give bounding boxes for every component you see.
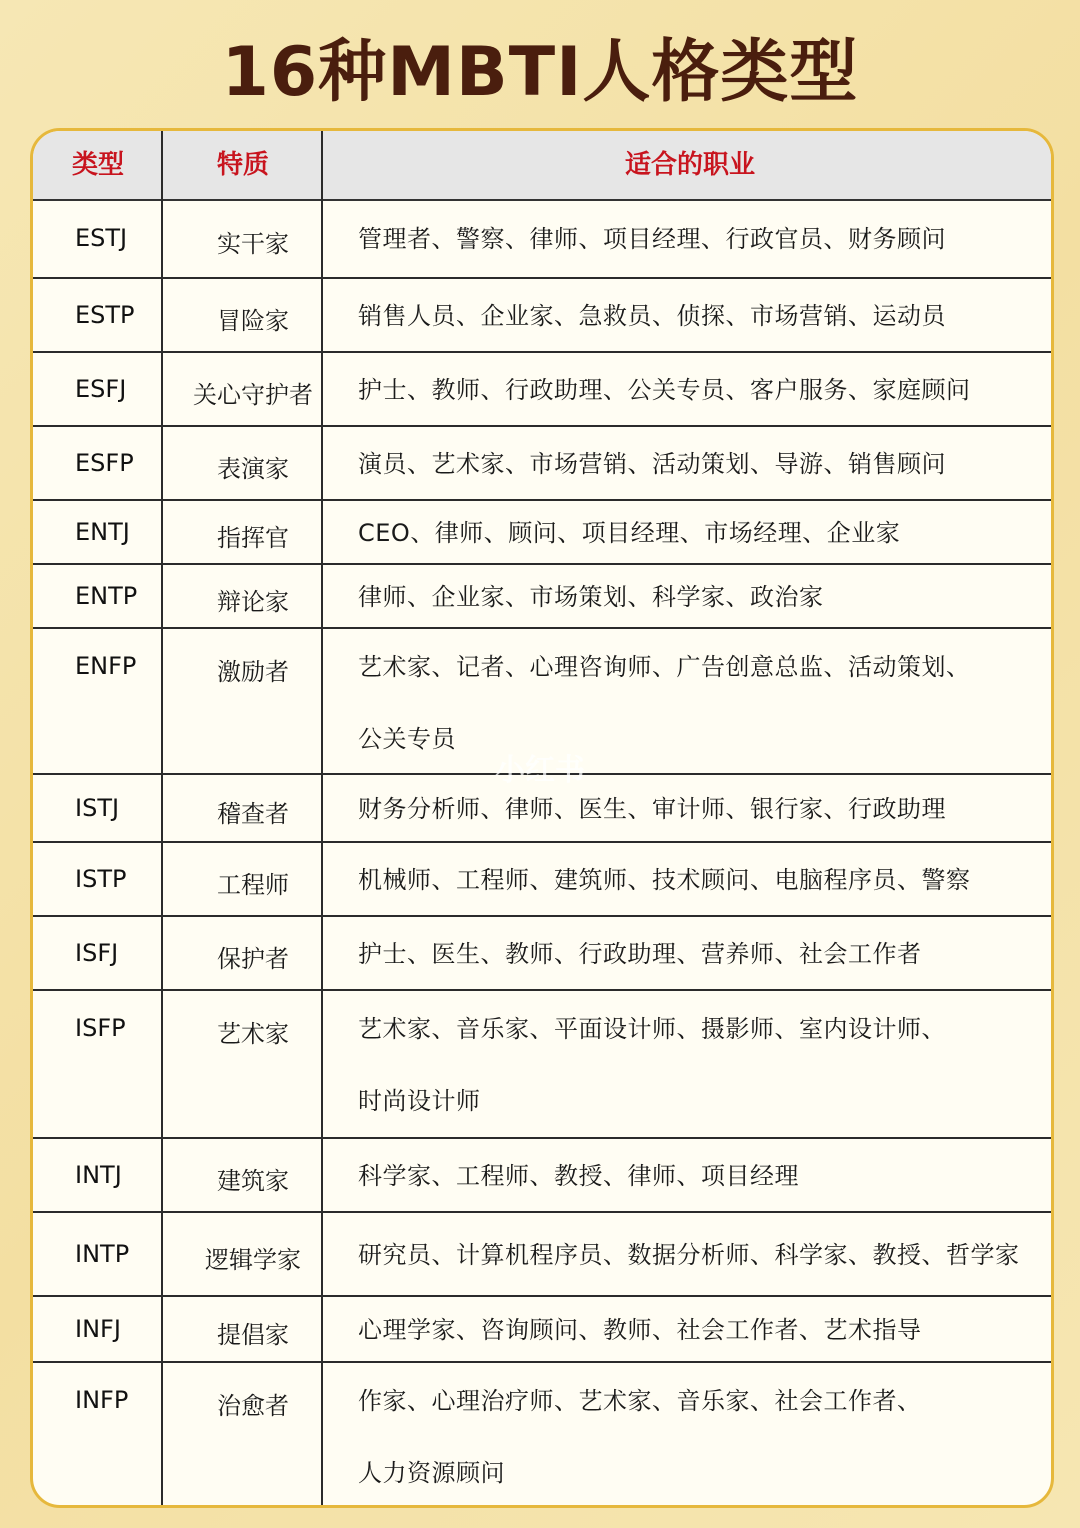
career-line: 时尚设计师: [358, 1087, 481, 1115]
cell-career: [358, 1365, 1048, 1508]
table-row: [33, 1139, 1054, 1213]
cell-trait: 表演家: [217, 455, 289, 483]
cell-career: [358, 844, 1048, 916]
table-row: [33, 1363, 1054, 1508]
career-line: 人力资源顾问: [358, 1459, 505, 1487]
cell-type: ISFP: [75, 1014, 126, 1042]
career-line: 机械师、工程师、建筑师、技术顾问、电脑程序员、警察: [358, 866, 971, 894]
watermark: 小红书: [495, 753, 585, 788]
table-row: [33, 279, 1054, 353]
cell-trait: 艺术家: [217, 1020, 289, 1048]
cell-type: INTJ: [75, 1161, 122, 1189]
cell-trait: 工程师: [217, 871, 289, 899]
cell-career: [358, 773, 1048, 845]
header-career: 适合的职业: [624, 150, 755, 180]
career-line: 研究员、计算机程序员、数据分析师、科学家、教授、哲学家: [358, 1241, 1020, 1269]
page-title: 16种MBTI人格类型: [221, 33, 859, 112]
table-row: [33, 427, 1054, 501]
cell-type: ENFP: [75, 652, 137, 680]
cell-career: [358, 428, 1048, 500]
cell-career: [358, 1294, 1048, 1366]
cell-career: [358, 1219, 1048, 1291]
cell-trait: 激励者: [217, 658, 289, 686]
career-line: 财务分析师、律师、医生、审计师、银行家、行政助理: [358, 795, 946, 823]
cell-type: ENTJ: [75, 518, 130, 546]
career-line: 护士、医生、教师、行政助理、营养师、社会工作者: [358, 940, 922, 968]
cell-trait: 提倡家: [217, 1321, 289, 1349]
header-type: 类型: [71, 150, 124, 180]
table-row: [33, 843, 1054, 917]
cell-type: ESFP: [75, 449, 134, 477]
career-line: 护士、教师、行政助理、公关专员、客户服务、家庭顾问: [358, 376, 971, 404]
table-row: [33, 1213, 1054, 1297]
cell-career: [358, 561, 1048, 633]
table-row: [33, 1297, 1054, 1363]
cell-career: [358, 203, 1048, 275]
career-line: 艺术家、音乐家、平面设计师、摄影师、室内设计师、: [358, 1015, 946, 1043]
career-line: 作家、心理治疗师、艺术家、音乐家、社会工作者、: [358, 1387, 922, 1415]
cell-type: INTP: [75, 1240, 130, 1268]
cell-type: ENTP: [75, 582, 138, 610]
cell-career: [358, 993, 1048, 1137]
cell-career: [358, 354, 1048, 426]
cell-trait: 保护者: [217, 945, 289, 973]
cell-type: ESTJ: [75, 224, 128, 252]
career-line: 演员、艺术家、市场营销、活动策划、导游、销售顾问: [358, 450, 946, 478]
cell-trait: 逻辑学家: [205, 1246, 301, 1274]
table-row: [33, 565, 1054, 629]
cell-career: [358, 497, 1048, 569]
table-row: [33, 353, 1054, 427]
table-row: [33, 199, 1054, 279]
cell-career: [358, 280, 1048, 352]
career-line: CEO、律师、顾问、项目经理、市场经理、企业家: [358, 519, 901, 547]
cell-type: ISFJ: [75, 939, 119, 967]
career-line: 管理者、警察、律师、项目经理、行政官员、财务顾问: [358, 225, 946, 253]
cell-career: [358, 1140, 1048, 1212]
cell-career: [358, 631, 1048, 775]
career-line: 公关专员: [358, 725, 456, 753]
cell-trait: 建筑家: [217, 1167, 289, 1195]
career-line: 销售人员、企业家、急救员、侦探、市场营销、运动员: [358, 302, 946, 330]
cell-type: ESFJ: [75, 375, 127, 403]
cell-type: ISTP: [75, 865, 127, 893]
career-line: 律师、企业家、市场策划、科学家、政治家: [358, 583, 824, 611]
cell-trait: 实干家: [217, 230, 289, 258]
cell-trait: 指挥官: [217, 524, 289, 552]
cell-type: INFJ: [75, 1315, 121, 1343]
cell-trait: 关心守护者: [193, 381, 313, 409]
table-row: [33, 501, 1054, 565]
cell-trait: 辩论家: [217, 588, 289, 616]
mbti-table: [30, 128, 1054, 1508]
career-line: 心理学家、咨询顾问、教师、社会工作者、艺术指导: [358, 1316, 922, 1344]
career-line: 艺术家、记者、心理咨询师、广告创意总监、活动策划、: [358, 653, 971, 681]
table-header: [33, 131, 1054, 201]
header-trait: 特质: [216, 150, 269, 180]
career-line: 科学家、工程师、教授、律师、项目经理: [358, 1162, 799, 1190]
table-row: [33, 917, 1054, 991]
cell-type: ISTJ: [75, 794, 120, 822]
cell-type: ESTP: [75, 301, 135, 329]
cell-trait: 治愈者: [217, 1392, 289, 1420]
cell-trait: 稽查者: [217, 800, 289, 828]
table-row: [33, 991, 1054, 1139]
cell-type: INFP: [75, 1386, 129, 1414]
cell-trait: 冒险家: [217, 307, 289, 335]
cell-career: [358, 918, 1048, 990]
